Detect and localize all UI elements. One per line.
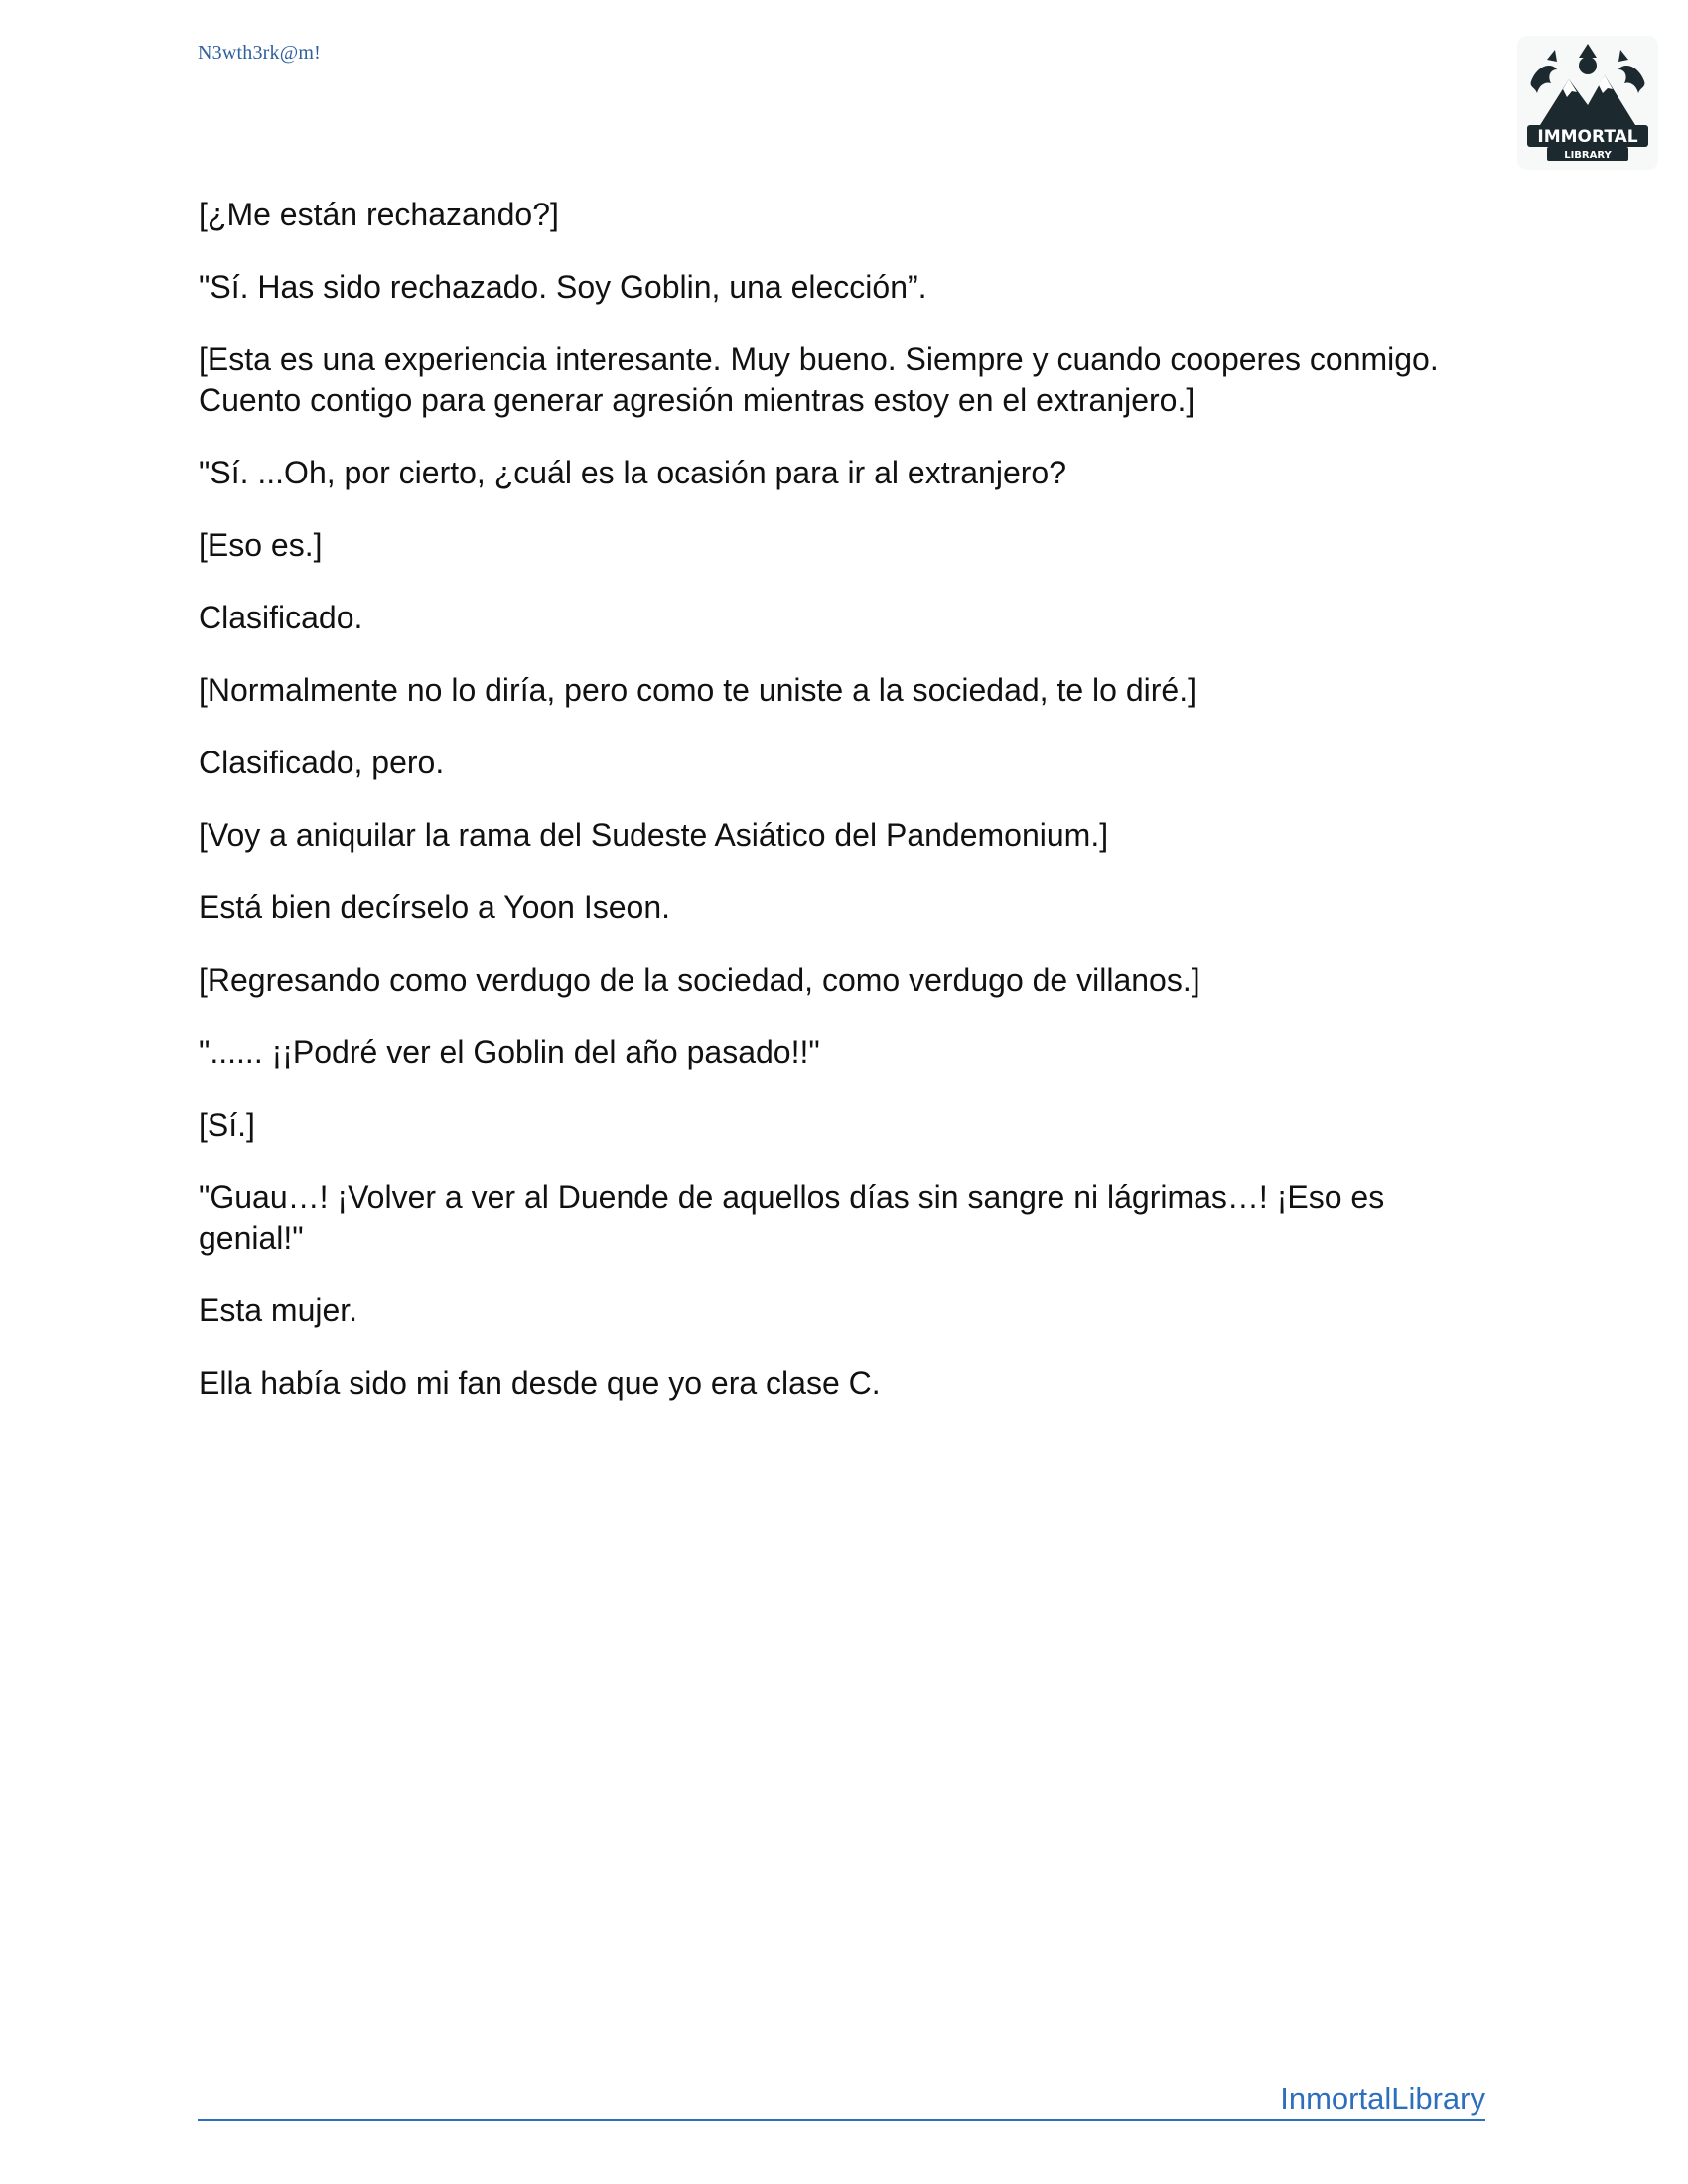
paragraph: [Voy a aniquilar la rama del Sudeste Asiático del Pandemonium.] — [199, 817, 1109, 853]
paragraph: "...... ¡¡Podré ver el Goblin del año pasado!!" — [199, 1034, 820, 1070]
paragraph: "Sí. ...Oh, por cierto, ¿cuál es la ocasión para ir al extranjero? — [199, 455, 1066, 490]
paragraph: "Sí. Has sido rechazado. Soy Goblin, una elección”. — [199, 269, 927, 305]
paragraph: Clasificado. — [199, 600, 363, 635]
paragraph: Está bien decírselo a Yoon Iseon. — [199, 889, 671, 925]
logo-text-top: IMMORTAL — [1537, 127, 1638, 147]
footer-library-link[interactable]: InmortalLibrary — [1280, 2081, 1485, 2116]
paragraph: [Normalmente no lo diría, pero como te uniste a la sociedad, te lo diré.] — [199, 672, 1196, 708]
paragraph: [Eso es.] — [199, 527, 323, 563]
paragraph: "Guau…! ¡Volver a ver al Duende de aquellos días sin sangre ni lágrimas…! ¡Eso es genial!" — [199, 1179, 1385, 1256]
paragraph: Esta mujer. — [199, 1293, 358, 1328]
paragraph: Ella había sido mi fan desde que yo era clase C. — [199, 1365, 881, 1401]
paragraph: [Sí.] — [199, 1107, 255, 1143]
logo-text-bottom: LIBRARY — [1564, 150, 1612, 161]
paragraph: Clasificado, pero. — [199, 745, 445, 780]
footer-divider — [198, 2119, 1485, 2121]
watermark-text: N3wth3rk@m! — [198, 42, 321, 64]
paragraph: [Esta es una experiencia interesante. Muy bueno. Siempre y cuando cooperes conmigo. Cuento contigo para generar agresión mientras estoy en el extranjero.] — [199, 341, 1439, 418]
paragraph: [¿Me están rechazando?] — [199, 197, 559, 232]
document-body — [199, 195, 1479, 1435]
paragraph: [Regresando como verdugo de la sociedad, como verdugo de villanos.] — [199, 962, 1200, 998]
immortal-library-logo-icon — [1517, 36, 1658, 170]
